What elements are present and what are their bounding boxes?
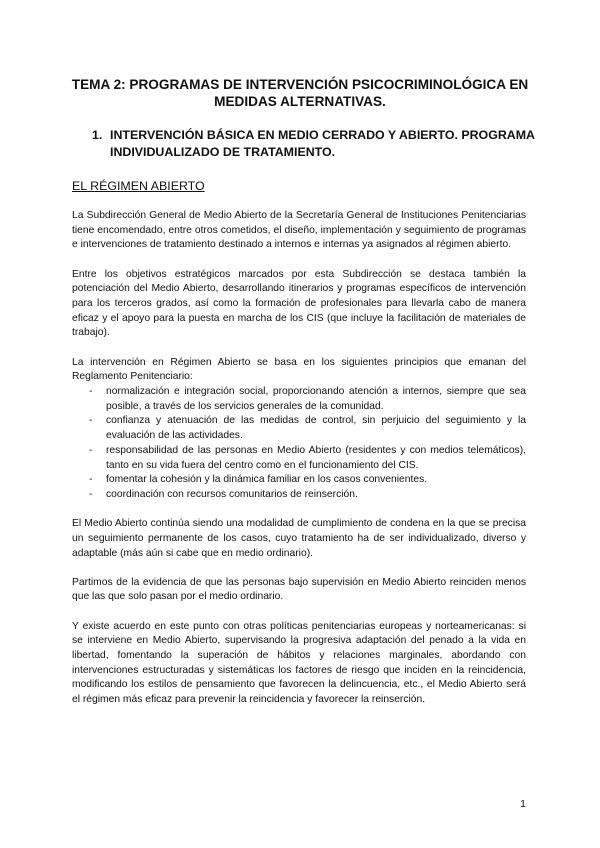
list-item <box>89 488 526 503</box>
paragraph-5: Partimos de la evidencia de que las personas bajo supervisión en Medio Abierto reinciden menos que las que solo pasan por el medio ordinario. <box>72 576 526 603</box>
paragraph-4: El Medio Abierto continúa siendo una modalidad de cumplimiento de condena en la que se precisa un seguimiento permanente de los casos, cuyo tratamiento ha de ser individualizado, diverso y adaptable (más aún si cabe que en medio ordinario). <box>72 518 526 559</box>
principles-list <box>72 385 526 503</box>
page-number: 1 <box>520 798 526 810</box>
paragraph-1: La Subdirección General de Medio Abierto de la Secretaría General de Instituciones Penitenciarias tiene encomendado, entre otros cometidos, el diseño, implementación y seguimiento de programas e intervenciones de tratamiento destinado a internos e internas ya asignados al régimen abierto. <box>72 210 526 251</box>
body-text <box>72 209 526 722</box>
paragraph-6: Y existe acuerdo en este punto con otras políticas penitenciarias europeas y norteamericanas: si se interviene en Medio Abierto, supervisando la progresiva adaptación del penado a la vida en libertad, fomentando la superación de hábitos y relaciones marginales, abordando con intervenciones estructuradas y sistemáticas los factores de riesgo que inciden en la reincidencia, modificando los estilos de pensamiento que favorecen la delincuencia, etc., el Medio Abierto será el régimen más eficaz para prevenir la reincidencia y favorecer la reinserción. <box>72 620 526 706</box>
list-item-text: coordinación con recursos comunitarios de reinserción. <box>106 488 358 500</box>
bullet-dash: - <box>89 415 93 427</box>
paragraph-2: Entre los objetivos estratégicos marcados por esta Subdirección se destaca también la potenciación del Medio Abierto, desarrollando itinerarios y programas específicos de intervención para los terceros grados, así como la formación de profesionales para llevarla cabo de manera eficaz y el apoyo para la puesta en marcha de los CIS (que incluye la facilitación de materiales de trabajo). <box>72 268 526 339</box>
list-item-text: normalización e integración social, proporcionando atención a internos, siempre que sea posible, a través de los servicios generales de la comunidad. <box>106 386 526 412</box>
bullet-dash: - <box>89 488 93 500</box>
section-subtitle <box>92 127 542 161</box>
bullet-dash: - <box>89 386 93 398</box>
subtitle-text: INTERVENCIÓN BÁSICA EN MEDIO CERRADO Y ABIERTO. PROGRAMA INDIVIDUALIZADO DE TRATAMIENTO. <box>110 128 535 159</box>
list-item-text: responsabilidad de las personas en Medio Abierto (residentes y con medios telemáticos), tanto en su vida fuera del centro como en el funcionamiento del CIS. <box>106 444 526 471</box>
list-item <box>89 385 526 414</box>
document-title: TEMA 2: PROGRAMAS DE INTERVENCIÓN PSICOCRIMINOLÓGICA EN MEDIDAS ALTERNATIVAS. <box>71 77 529 109</box>
section-heading: EL RÉGIMEN ABIERTO <box>72 179 205 193</box>
subtitle-number: 1. <box>92 128 103 142</box>
list-item <box>89 473 526 488</box>
list-item <box>89 444 526 473</box>
list-item-text: fomentar la cohesión y la dinámica familiar en los casos convenientes. <box>106 474 428 486</box>
bullet-dash: - <box>89 474 93 486</box>
list-item <box>89 414 526 443</box>
paragraph-3: La intervención en Régimen Abierto se basa en los siguientes principios que emanan del Reglamento Penitenciario: <box>72 356 526 383</box>
list-item-text: confianza y atenuación de las medidas de control, sin perjuicio del seguimiento y la evaluación de las actividades. <box>106 415 526 442</box>
bullet-dash: - <box>89 444 93 456</box>
